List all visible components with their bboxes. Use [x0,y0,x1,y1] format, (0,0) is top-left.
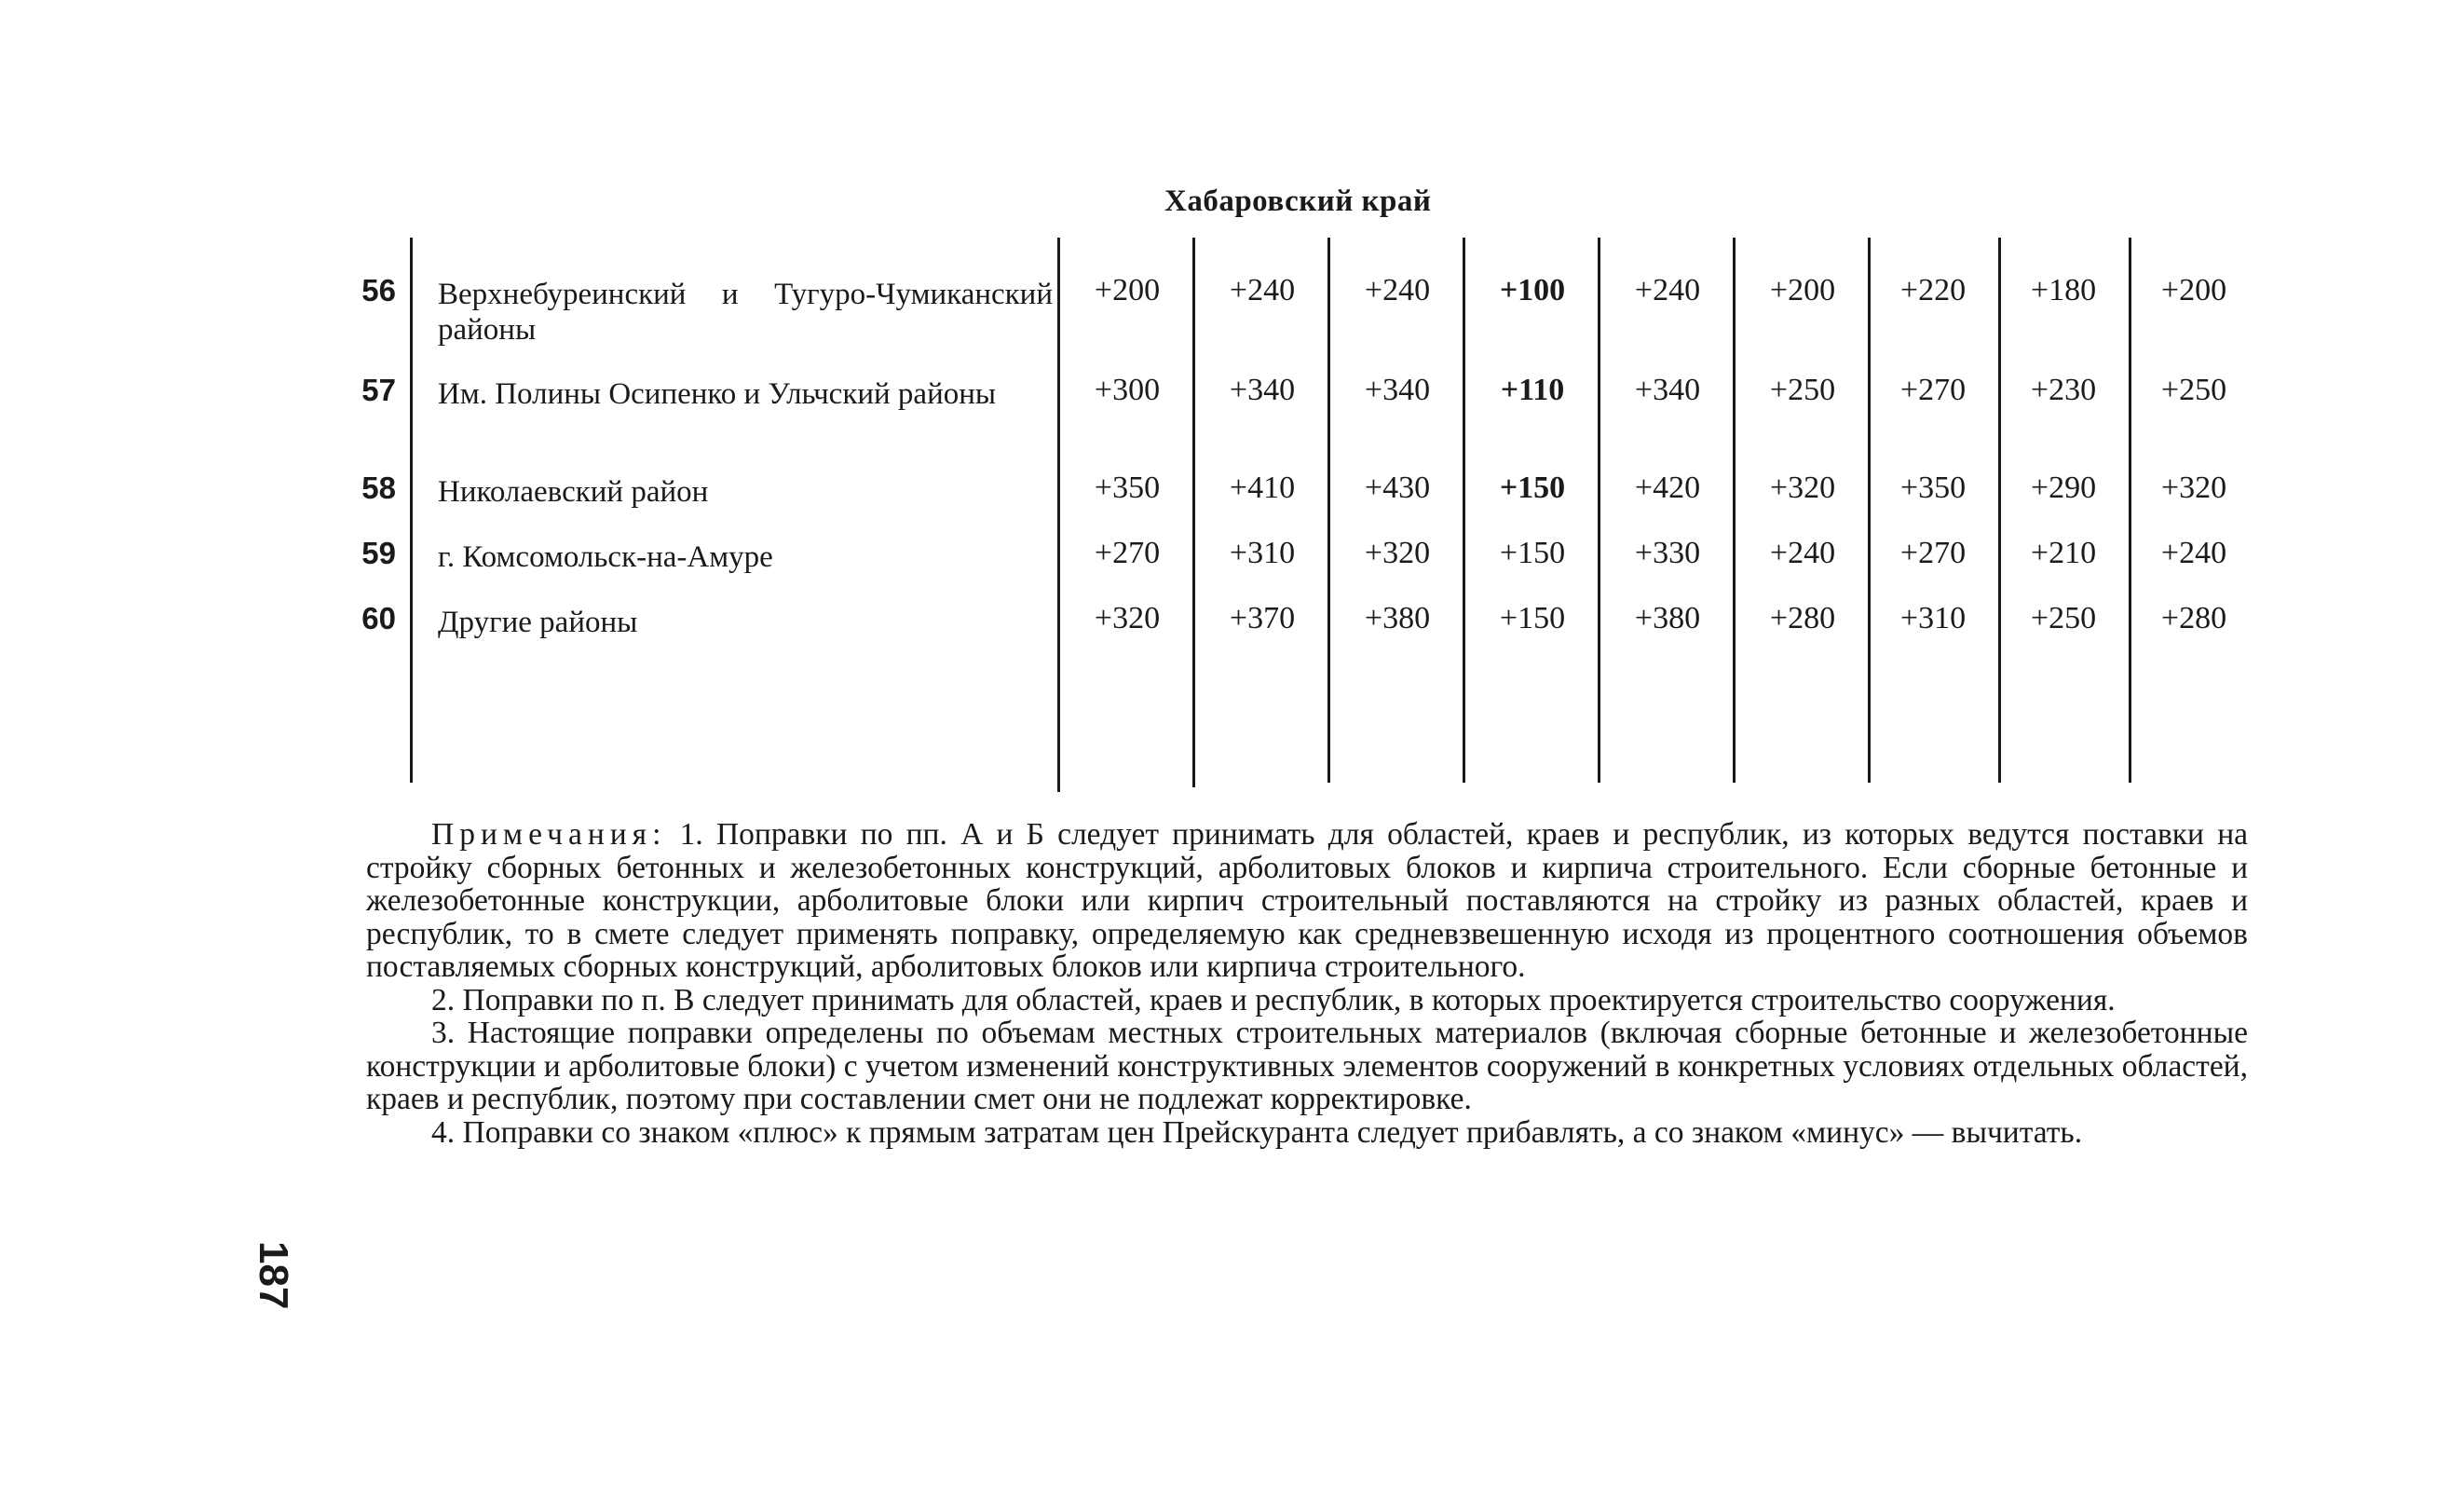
value-cell: +420 [1634,471,1701,505]
value-cell: +370 [1229,601,1296,635]
section-title: Хабаровский край [1164,184,1432,218]
table-rule [1327,238,1330,783]
note-1 [366,818,2248,984]
notes-section [366,818,2248,1149]
value-cell: +250 [1769,373,1836,407]
table-rule [1598,238,1600,783]
value-cell: +240 [1364,273,1431,307]
adjustments-table [345,238,2282,787]
value-cell: +340 [1364,373,1431,407]
value-cell: +150 [1499,471,1566,505]
value-cell: +380 [1364,601,1431,635]
row-name: г. Комсомольск-на-Амуре [438,540,773,574]
value-cell: +280 [2160,601,2227,635]
value-cell: +200 [2160,273,2227,307]
value-cell: +340 [1229,373,1296,407]
row-name: Им. Полины Осипенко и Ульчский районы [438,377,997,411]
value-cell: +150 [1499,536,1566,570]
value-cell: +230 [2030,373,2097,407]
table-rule [1463,238,1465,783]
value-cell: +240 [1229,273,1296,307]
value-cell: +320 [1094,601,1161,635]
row-number: 56 [361,273,396,307]
table-rule [1733,238,1736,783]
row-number: 60 [361,601,396,635]
value-cell: +330 [1634,536,1701,570]
row-name: Другие районы [438,606,638,639]
value-cell: +180 [2030,273,2097,307]
value-cell: +280 [1769,601,1836,635]
value-cell: +310 [1229,536,1296,570]
value-cell: +250 [2160,373,2227,407]
page-number: 187 [251,1241,296,1310]
value-cell: +240 [1634,273,1701,307]
value-cell: +270 [1094,536,1161,570]
value-cell: +340 [1634,373,1701,407]
table-rule [1057,238,1060,792]
note-2: 2. Поправки по п. В следует принимать для областей, краев и республик, в которых проектируется строительство сооружения. [431,982,2116,1017]
table-rule [1998,238,2001,783]
value-cell: +250 [2030,601,2097,635]
table-rule [1192,238,1195,787]
value-cell: +110 [1500,373,1565,407]
notes-heading: Примечания: [431,817,667,852]
value-cell: +320 [1769,471,1836,505]
table-rule [2129,238,2131,783]
value-cell: +350 [1094,471,1161,505]
value-cell: +270 [1899,373,1967,407]
note-4: 4. Поправки со знаком «плюс» к прямым затратам цен Прейскуранта следует прибавлять, а со знаком «минус» — вычитать. [431,1114,2083,1150]
value-cell: +300 [1094,373,1161,407]
value-cell: +240 [2160,536,2227,570]
value-cell: +200 [1094,273,1161,307]
row-number: 58 [361,471,396,505]
value-cell: +410 [1229,471,1296,505]
value-cell: +380 [1634,601,1701,635]
value-cell: +350 [1899,471,1967,505]
note-1-text: 1. Поправки по пп. А и Б следует принимать для областей, краев и республик, из которых ведутся поставки на стройку сборных бетонных и железобетонных конструкций, арболитовых блоков и кирпича строительного. Если сборные бетонные и железобетонные конструкции, арболитовые блоки или кирпич строительный поставляются на стройку из разных областей, краев и республик, то в смете следует применять поправку, определяемую как средневзвешенную исходя из процентного соотношения объемов поставляемых сборных конструкций, арболитовых блоков или кирпича строительного. [366,817,2249,984]
value-cell: +270 [1899,536,1967,570]
table-rule [1868,238,1871,783]
value-cell: +100 [1499,273,1566,307]
table-rule [410,238,413,783]
value-cell: +320 [2160,471,2227,505]
value-cell: +240 [1769,536,1836,570]
value-cell: +430 [1364,471,1431,505]
row-number: 59 [361,536,396,570]
value-cell: +310 [1899,601,1967,635]
value-cell: +150 [1499,601,1566,635]
row-name: Николаевский район [438,475,709,509]
value-cell: +220 [1899,273,1967,307]
row-name: Верхнебуреинский и Тугуро-Чумиканский районы [438,278,1053,347]
row-number: 57 [361,373,396,407]
value-cell: +200 [1769,273,1836,307]
note-3: 3. Настоящие поправки определены по объемам местных строительных материалов (включая сборные бетонные и железобетонные конструкции и арболитовые блоки) с учетом изменений конструктивных элементов сооружений в конкретных условиях отдельных областей, краев и республик, поэтому при составлении смет они не подлежат корректировке. [366,1016,2248,1116]
value-cell: +320 [1364,536,1431,570]
value-cell: +210 [2030,536,2097,570]
value-cell: +290 [2030,471,2097,505]
